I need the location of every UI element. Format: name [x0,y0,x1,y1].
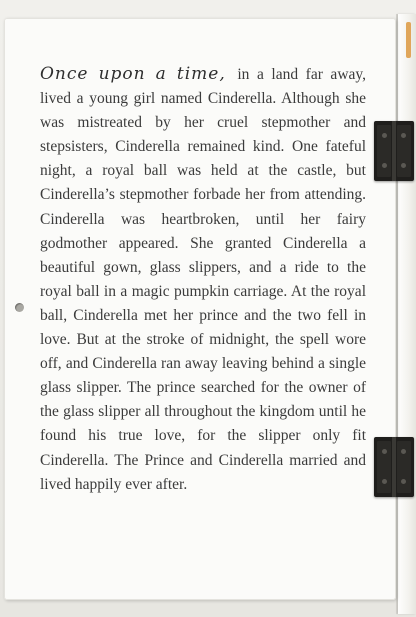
story-text [40,62,366,497]
adjacent-panel-accent [406,22,411,58]
screw-icon [382,133,387,138]
screw-icon [401,479,406,484]
hinge-knuckle [392,121,396,181]
adjacent-wood-panel [398,14,416,614]
screw-icon [401,163,406,168]
screw-icon [401,133,406,138]
hinge-icon [374,121,414,181]
screw-icon [401,449,406,454]
screw-icon [382,449,387,454]
screw-icon [382,163,387,168]
screw-icon [382,479,387,484]
story-body: in a land far away, lived a young girl named Cinderella. Although she was mistreated by her cruel stepmother and stepsisters, Cinderella remained kind. One fateful night, a royal ball was held at the castle, but Cinderella’s stepmother forbade her from attending. Cinderella was heartbroken, until her fairy godmother appeared. She granted Cinderella a beautiful gown, glass slippers, and a ride to the royal ball in a magic pumpkin carriage. At the royal ball, Cinderella met her prince and the two fell in love. But at the stroke of midnight, the spell wore off, and Cinderella ran away leaving behind a single glass slipper. The prince searched for the owner of the glass slipper all throughout the kingdom until he found his true love, for the slipper only fit Cinderella. The Prince and Cinderella married and lived happily ever after. [40,66,367,493]
story-opening: Once upon a time, [40,64,226,84]
hinge-icon [374,437,414,497]
nail-hole-icon [15,303,24,312]
hinge-knuckle [392,437,396,497]
